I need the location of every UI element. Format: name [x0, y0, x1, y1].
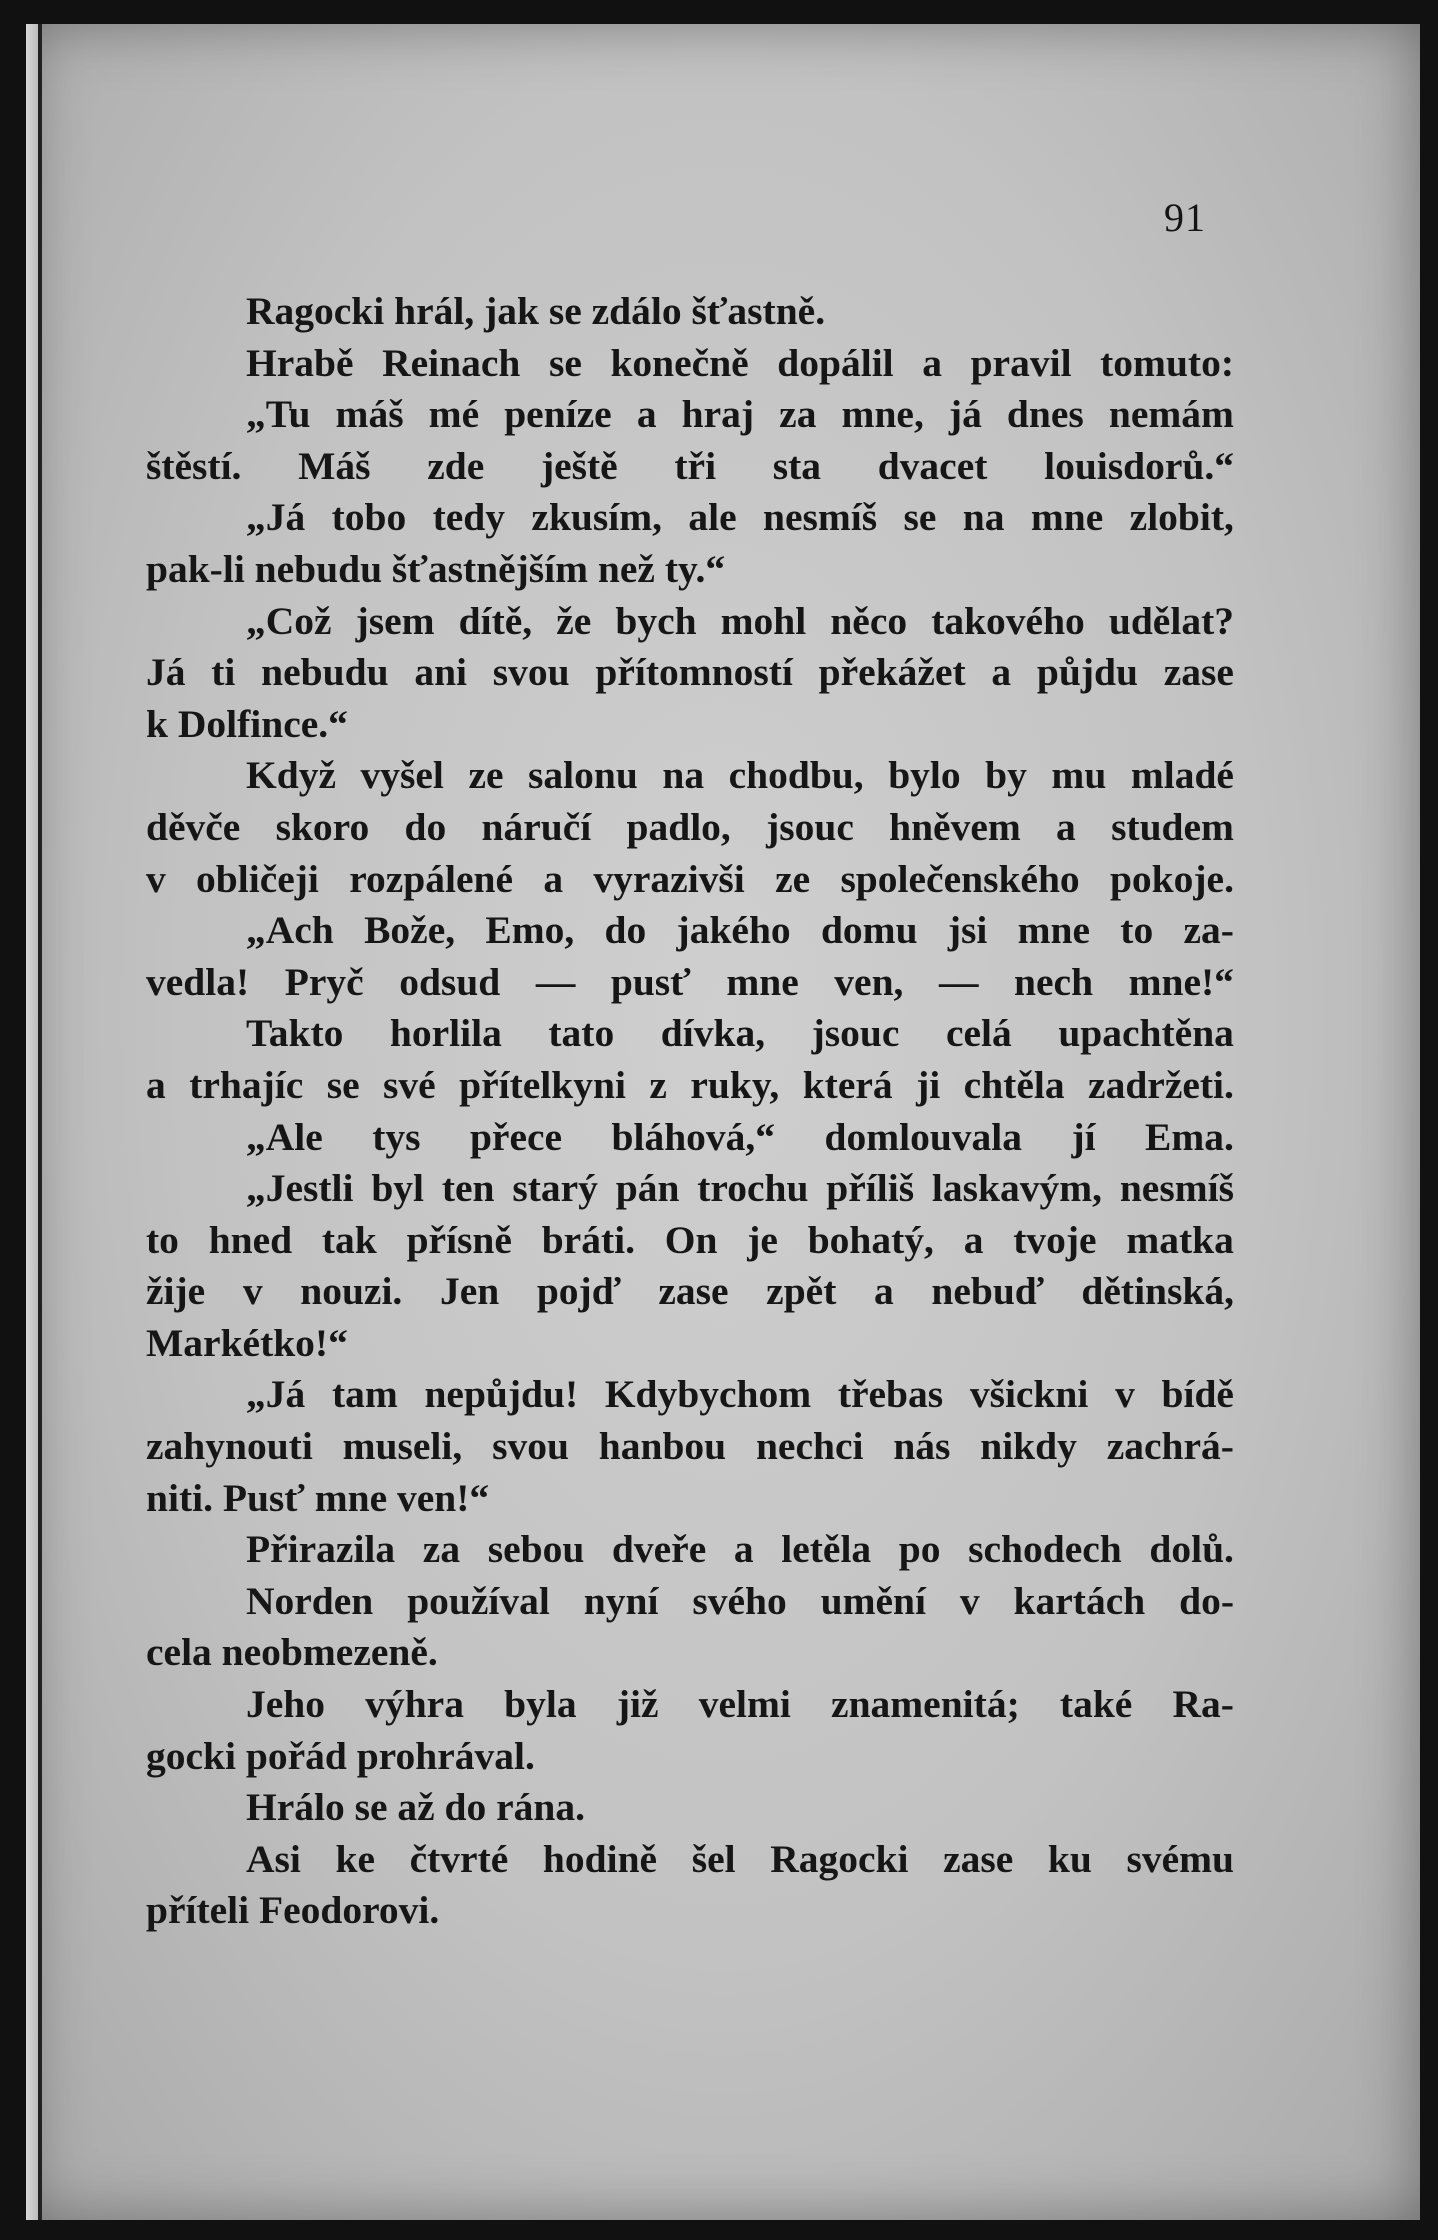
text-line — [146, 1215, 1234, 1267]
word: zase — [943, 1836, 1014, 1881]
word: museli, — [342, 1424, 463, 1469]
word: do — [604, 908, 647, 953]
word: ven, — [834, 959, 904, 1004]
word: se — [326, 1062, 360, 1107]
word: je — [747, 1217, 778, 1262]
page-gutter — [26, 24, 42, 2220]
word: nás — [893, 1424, 951, 1469]
word: kartách — [1013, 1578, 1146, 1623]
word: společenského — [840, 856, 1080, 901]
word: nepůjdu! — [424, 1372, 579, 1417]
word: se — [548, 340, 582, 385]
word: svou — [492, 1424, 569, 1469]
word: vedla! — [146, 959, 250, 1004]
word: skoro — [275, 804, 370, 849]
word: byl — [371, 1166, 425, 1211]
text-line-content: Markétko!“ — [146, 1320, 348, 1365]
word: to — [1120, 908, 1154, 953]
body-text — [146, 286, 1234, 1937]
word: chodbu, — [728, 753, 864, 798]
word: vyšel — [360, 753, 444, 798]
text-line-content: příteli Feodorovi. — [146, 1888, 440, 1933]
word: Asi — [246, 1836, 301, 1881]
word: domlouvala — [824, 1114, 1023, 1159]
word: „Jestli — [246, 1166, 354, 1211]
word: po — [898, 1527, 941, 1572]
word: Přirazila — [246, 1527, 396, 1572]
word: sebou — [487, 1527, 585, 1572]
word: ani — [414, 650, 468, 695]
word: ruky, — [690, 1062, 780, 1107]
word: hned — [208, 1217, 293, 1262]
word: tvoje — [1013, 1217, 1097, 1262]
word: tři — [674, 443, 717, 488]
word: za- — [1183, 908, 1234, 953]
word: všickni — [969, 1372, 1089, 1417]
word: nesmíš — [763, 495, 878, 540]
word: zahynouti — [146, 1424, 313, 1469]
word: jsouc — [811, 1011, 900, 1056]
word: něco — [830, 598, 908, 643]
word: peníze — [504, 392, 612, 437]
word: jsi — [947, 908, 988, 953]
word: šel — [691, 1836, 736, 1881]
word: letěla — [781, 1527, 872, 1572]
word: a — [543, 856, 564, 901]
word: mne!“ — [1128, 959, 1234, 1004]
word: jsouc — [766, 804, 854, 849]
text-line-content: pak-li nebudu šťastnějším než ty.“ — [146, 546, 726, 591]
word: nechci — [755, 1424, 864, 1469]
word: Já — [146, 650, 186, 695]
word: Máš — [298, 443, 371, 488]
word: „Tu — [246, 392, 311, 437]
word: matka — [1126, 1217, 1234, 1262]
word: tedy — [432, 495, 506, 540]
word: máš — [335, 392, 404, 437]
word: čtvrté — [409, 1836, 509, 1881]
word: mu — [1051, 753, 1107, 798]
word: a — [922, 340, 942, 385]
word: ji — [916, 1062, 941, 1107]
word: dětinská, — [1081, 1269, 1234, 1314]
text-line-content: cela neobmezeně. — [146, 1630, 438, 1675]
word: pokoje. — [1109, 856, 1234, 901]
word: jakého — [676, 908, 791, 953]
text-line — [146, 802, 1234, 854]
word: trhajíc — [189, 1062, 304, 1107]
word: bídě — [1161, 1372, 1234, 1417]
word: děvče — [146, 804, 241, 849]
word: upachtěna — [1058, 1011, 1234, 1056]
text-line — [146, 1679, 1234, 1731]
word: bohatý, — [807, 1217, 934, 1262]
text-line — [146, 596, 1234, 648]
word: nebudu — [261, 650, 389, 695]
text-line — [146, 1524, 1234, 1576]
book-page — [26, 24, 1420, 2220]
word: „Já — [246, 1372, 306, 1417]
word: Ema. — [1145, 1114, 1234, 1159]
word: nebuď — [931, 1269, 1044, 1314]
word: Ragocki — [770, 1836, 909, 1881]
page-number: 91 — [1164, 195, 1206, 240]
word: mne — [1030, 495, 1104, 540]
word: náručí — [481, 804, 592, 849]
text-line — [146, 647, 1234, 699]
word: mé — [428, 392, 480, 437]
word: starý — [512, 1166, 598, 1211]
word: Hrabě — [246, 340, 354, 385]
word: nouzi. — [300, 1269, 403, 1314]
word: přísně — [406, 1217, 512, 1262]
word: dopálil — [777, 340, 894, 385]
word: Když — [246, 753, 336, 798]
word: bych — [615, 598, 697, 643]
word: jsem — [355, 598, 435, 643]
word: za — [779, 392, 817, 437]
word: a — [146, 1062, 166, 1107]
word: studem — [1111, 804, 1234, 849]
word: a — [963, 1217, 984, 1262]
word: Takto — [246, 1011, 344, 1056]
word: konečně — [610, 340, 749, 385]
word: do — [404, 804, 447, 849]
text-line — [146, 1576, 1234, 1628]
word: laskavým, — [931, 1166, 1103, 1211]
word: že — [556, 598, 592, 643]
word: obličeji — [196, 856, 319, 901]
word: velmi — [698, 1682, 791, 1727]
word: mne, — [841, 392, 924, 437]
text-line — [146, 544, 1234, 596]
word: — — [535, 959, 576, 1004]
word: již — [616, 1682, 659, 1727]
word: tato — [548, 1011, 615, 1056]
word: tam — [331, 1372, 398, 1417]
word: hodině — [542, 1836, 658, 1881]
word: žije — [146, 1269, 206, 1314]
word: ke — [335, 1836, 375, 1881]
word: celá — [945, 1011, 1012, 1056]
word: domu — [820, 908, 918, 953]
word: salonu — [528, 753, 638, 798]
word: v — [959, 1578, 980, 1623]
text-line — [146, 1318, 1234, 1370]
word: přítelkyni — [459, 1062, 626, 1107]
word: ti — [211, 650, 236, 695]
word: používal — [407, 1578, 550, 1623]
word: a — [733, 1527, 754, 1572]
word: zase — [658, 1269, 729, 1314]
word: bylo — [888, 753, 961, 798]
word: tomuto: — [1100, 340, 1234, 385]
word: znamenitá; — [831, 1682, 1020, 1727]
text-line — [146, 699, 1234, 751]
word: vyrazivši — [593, 856, 745, 901]
text-line — [146, 1885, 1234, 1937]
text-line — [146, 1731, 1234, 1783]
word: pravil — [970, 340, 1072, 385]
word: bráti. — [541, 1217, 635, 1262]
word: pán — [615, 1166, 680, 1211]
word: příliš — [826, 1166, 915, 1211]
word: mne — [726, 959, 799, 1004]
word: odsud — [399, 959, 501, 1004]
word: byla — [504, 1682, 577, 1727]
word: tys — [372, 1114, 421, 1159]
word: dveře — [611, 1527, 707, 1572]
text-line — [146, 1112, 1234, 1164]
text-line-content: k Dolfince.“ — [146, 701, 348, 746]
word: mladé — [1130, 753, 1234, 798]
word: umění — [820, 1578, 926, 1623]
word: nech — [1014, 959, 1094, 1004]
word: hraj — [681, 392, 755, 437]
word: přece — [469, 1114, 563, 1159]
word: v — [1115, 1372, 1135, 1417]
word: třebas — [837, 1372, 944, 1417]
text-line-content: niti. Pusť mne ven!“ — [146, 1475, 490, 1520]
word: padlo, — [626, 804, 731, 849]
text-line — [146, 286, 1234, 338]
word: dvacet — [877, 443, 988, 488]
word: a — [1056, 804, 1076, 849]
word: na — [662, 753, 705, 798]
word: své — [383, 1062, 436, 1107]
word: hněvem — [889, 804, 1021, 849]
text-line — [146, 1008, 1234, 1060]
word: bláhová,“ — [611, 1114, 776, 1159]
word: v — [242, 1269, 263, 1314]
word: přítomností — [595, 650, 793, 695]
word: Norden — [246, 1578, 374, 1623]
word: zase — [1163, 650, 1234, 695]
word: On — [664, 1217, 718, 1262]
word: zadržeti. — [1088, 1062, 1234, 1107]
text-line — [146, 1266, 1234, 1318]
text-line — [146, 1473, 1234, 1525]
text-line — [146, 1163, 1234, 1215]
word: ale — [688, 495, 737, 540]
word: nikdy — [980, 1424, 1077, 1469]
word: rozpálené — [349, 856, 514, 901]
text-line — [146, 1369, 1234, 1421]
word: a — [991, 650, 1012, 695]
word: nyní — [583, 1578, 659, 1623]
text-line — [146, 1782, 1234, 1834]
word: dívka, — [660, 1011, 766, 1056]
word: dolů. — [1149, 1527, 1234, 1572]
word: štěstí. — [146, 443, 242, 488]
text-line — [146, 492, 1234, 544]
word: mohl — [720, 598, 807, 643]
word: nesmíš — [1119, 1166, 1234, 1211]
word: z — [649, 1062, 667, 1107]
word: výhra — [365, 1682, 464, 1727]
word: tobo — [331, 495, 407, 540]
text-line-content: Ragocki hrál, jak se zdálo šťastně. — [246, 289, 826, 333]
text-line — [146, 441, 1234, 493]
word: Kdybychom — [604, 1372, 812, 1417]
text-line — [146, 1421, 1234, 1473]
word: jí — [1071, 1114, 1096, 1159]
word: která — [802, 1062, 893, 1107]
text-line-content: gocki pořád prohrával. — [146, 1733, 535, 1778]
word: schodech — [968, 1527, 1122, 1572]
word: sta — [772, 443, 822, 488]
word: „Což — [246, 598, 332, 643]
text-line — [146, 389, 1234, 441]
text-line-content: Hrálo se až do rána. — [246, 1785, 586, 1830]
word: pojď — [536, 1269, 621, 1314]
word: to — [146, 1217, 179, 1262]
word: se — [903, 495, 937, 540]
word: v — [146, 856, 166, 901]
text-line — [146, 957, 1234, 1009]
word: ten — [441, 1166, 495, 1211]
word: tak — [321, 1217, 377, 1262]
word: dnes — [1006, 392, 1084, 437]
word: svou — [492, 650, 570, 695]
word: Pryč — [284, 959, 364, 1004]
word: Reinach — [382, 340, 521, 385]
word: udělat? — [1108, 598, 1234, 643]
word: za — [422, 1527, 461, 1572]
word: půjdu — [1036, 650, 1138, 695]
word: Jeho — [246, 1682, 325, 1727]
word: a — [636, 392, 657, 437]
word: — — [938, 959, 979, 1004]
word: horlila — [389, 1011, 502, 1056]
word: svému — [1126, 1836, 1234, 1881]
word: a — [873, 1269, 894, 1314]
word: hanbou — [598, 1424, 727, 1469]
word: chtěla — [963, 1062, 1065, 1107]
word: také — [1059, 1682, 1133, 1727]
word: ještě — [540, 443, 618, 488]
text-line — [146, 338, 1234, 390]
word: Ra- — [1172, 1682, 1234, 1727]
word: „Ale — [246, 1114, 323, 1159]
word: Emo, — [485, 908, 575, 953]
word: Jen — [439, 1269, 500, 1314]
word: by — [985, 753, 1027, 798]
text-line — [146, 1834, 1234, 1886]
word: ku — [1047, 1836, 1092, 1881]
word: „Já — [246, 495, 306, 540]
word: louisdorů.“ — [1044, 443, 1234, 488]
word: ze — [775, 856, 811, 901]
word: zachrá- — [1106, 1424, 1234, 1469]
word: zlobit, — [1129, 495, 1234, 540]
word: na — [962, 495, 1005, 540]
text-line — [146, 905, 1234, 957]
word: nemám — [1108, 392, 1234, 437]
word: překážet — [818, 650, 966, 695]
word: zkusím, — [531, 495, 662, 540]
word: zpět — [766, 1269, 837, 1314]
word: ze — [468, 753, 504, 798]
word: Bože, — [364, 908, 456, 953]
word: dítě, — [458, 598, 533, 643]
word: pusť — [610, 959, 691, 1004]
text-line — [146, 750, 1234, 802]
word: „Ach — [246, 908, 334, 953]
word: já — [948, 392, 982, 437]
word: do- — [1179, 1578, 1234, 1623]
text-line — [146, 1060, 1234, 1112]
word: trochu — [697, 1166, 809, 1211]
word: svého — [692, 1578, 787, 1623]
word: takového — [931, 598, 1085, 643]
text-line — [146, 1627, 1234, 1679]
word: zde — [427, 443, 485, 488]
text-line — [146, 854, 1234, 906]
word: mne — [1017, 908, 1091, 953]
